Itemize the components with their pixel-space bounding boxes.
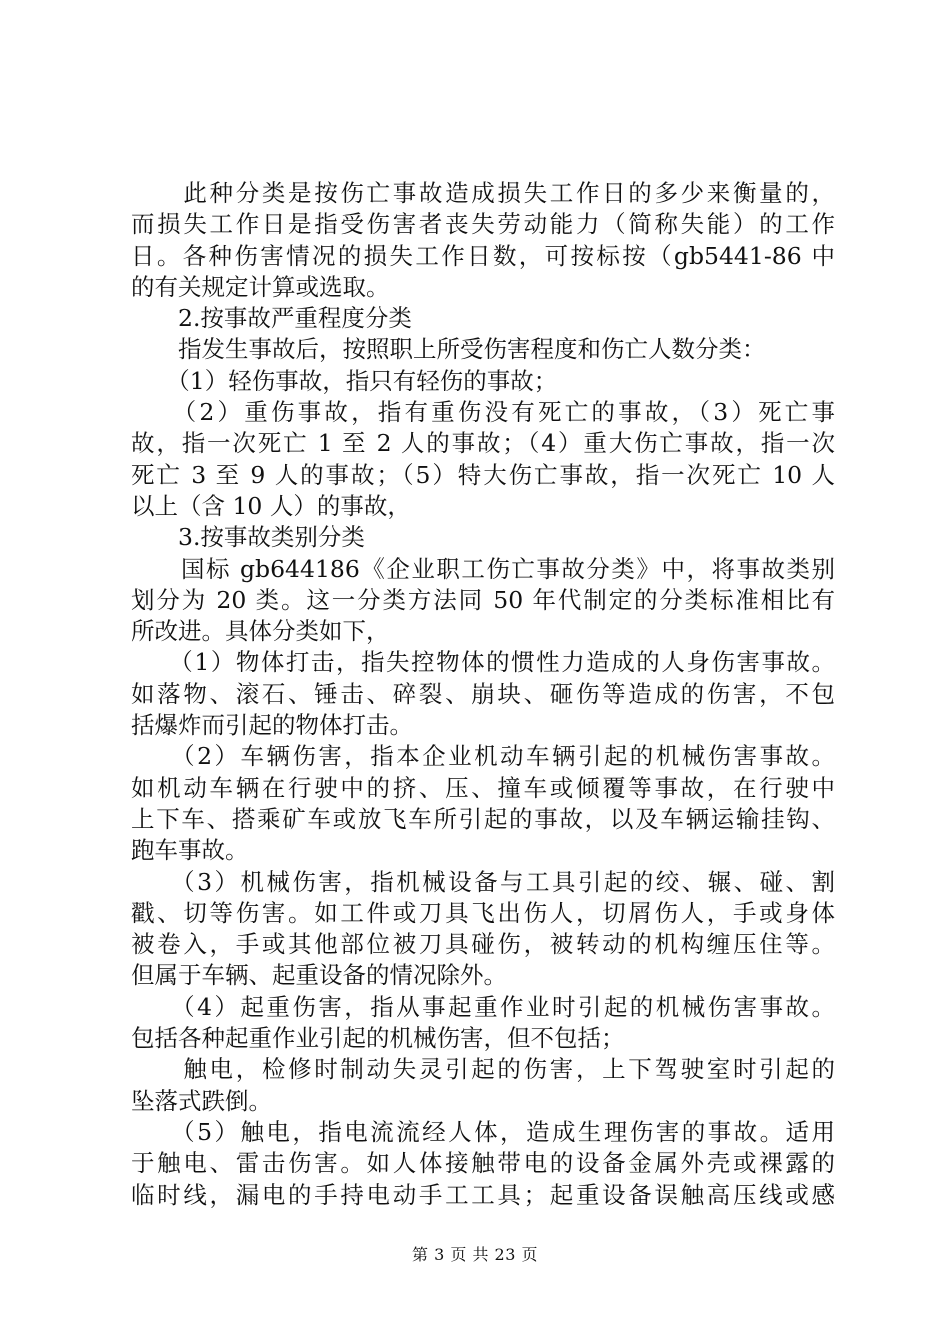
text-line: 括爆炸而引起的物体打击。 [131,711,413,740]
text-line: 故，指一次死亡 1 至 2 人的事故；（4）重大伤亡事故，指一次 [131,429,835,458]
text-line: 如落物、滚石、锤击、碎裂、崩块、砸伤等造成的伤害，不包 [131,679,835,708]
text-line: 被卷入，手或其他部位被刀具碰伤，被转动的机构缠压住等。 [131,930,835,959]
text-line: 指发生事故后，按照职上所受伤害程度和伤亡人数分类： [131,335,766,364]
text-line: 触电，检修时制动失灵引起的伤害，上下驾驶室时引起的 [131,1055,835,1084]
page-footer: 第 3 页 共 23 页 [412,1245,538,1264]
text-line: （3）机械伤害，指机械设备与工具引起的绞、辗、碰、割 [131,867,835,896]
text-line: （2）车辆伤害，指本企业机动车辆引起的机械伤害事故。 [131,742,835,771]
text-line: 的有关规定计算或选取。 [131,272,390,301]
text-line: 跑车事故。 [131,836,249,865]
text-line: 但属于车辆、起重设备的情况除外。 [131,961,507,990]
text-line: 而损失工作日是指受伤害者丧失劳动能力（简称失能）的工作 [131,210,835,239]
text-line: 于触电、雷击伤害。如人体接触带电的设备金属外壳或裸露的 [131,1149,835,1178]
text-line: 2.按事故严重程度分类 [131,304,412,333]
text-line: 日。各种伤害情况的损失工作日数，可按标按（gb5441-86 中 [131,241,835,270]
text-line: 坠落式跌倒。 [131,1086,272,1115]
text-line: （2）重伤事故，指有重伤没有死亡的事故，（3）死亡事 [131,398,835,427]
text-line: 国标 gb644186《企业职工伤亡事故分类》中，将事故类别 [131,554,835,583]
text-line: 此种分类是按伤亡事故造成损失工作日的多少来衡量的， [131,179,835,207]
text-line: 上下车、搭乘矿车或放飞车所引起的事故，以及车辆运输挂钩、 [131,804,835,833]
text-line: 包括各种起重作业引起的机械伤害，但不包括； [131,1024,625,1053]
text-line: 3.按事故类别分类 [131,523,365,552]
text-line: （1）物体打击，指失控物体的惯性力造成的人身伤害事故。 [131,648,835,677]
text-line: 戳、切等伤害。如工件或刀具飞出伤人，切屑伤人，手或身体 [131,898,835,927]
text-line: 所改进。具体分类如下， [131,617,390,646]
text-line: 以上（含 10 人）的事故， [131,491,411,520]
text-line: 如机动车辆在行驶中的挤、压、撞车或倾覆等事故，在行驶中 [131,773,835,802]
text-line: （1）轻伤事故，指只有轻伤的事故； [131,366,558,395]
body-text [131,178,835,1211]
text-line: （5）触电，指电流流经人体，造成生理伤害的事故。适用 [131,1117,835,1146]
text-line: 临时线，漏电的手持电动手工工具；起重设备误触高压线或感 [131,1180,835,1209]
text-line: 死亡 3 至 9 人的事故；（5）特大伤亡事故，指一次死亡 10 人 [131,460,835,489]
text-line: （4）起重伤害，指从事起重作业时引起的机械伤害事故。 [131,992,835,1021]
text-line: 划分为 20 类。这一分类方法同 50 年代制定的分类标准相比有 [131,585,835,614]
